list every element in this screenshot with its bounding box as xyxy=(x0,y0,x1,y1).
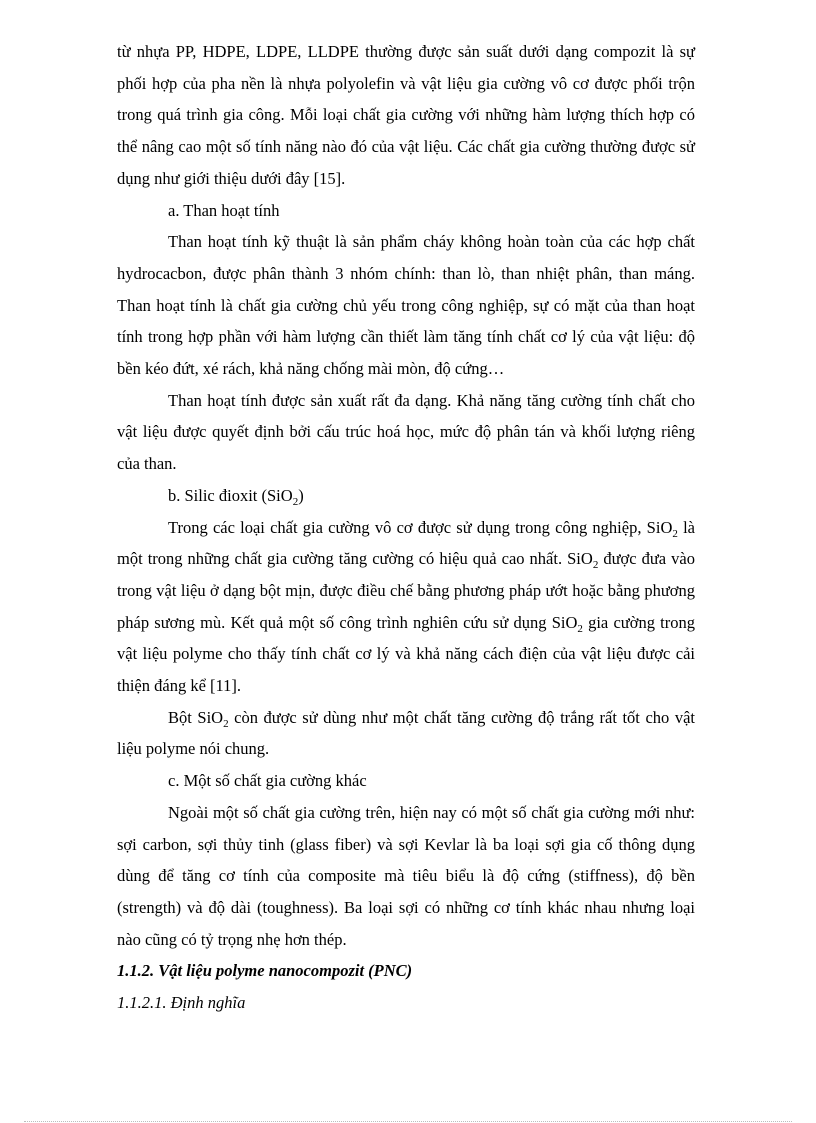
body-text xyxy=(117,36,695,1019)
heading-silica-text: b. Silic đioxit (SiO xyxy=(168,485,293,505)
subscript: 2 xyxy=(577,622,583,635)
paragraph-other-reinforcements: Ngoài một số chất gia cường trên, hiện nay có một số chất gia cường mới như: sợi carbon, sợi thủy tinh (glass fiber) và sợi Kevlar là ba loại sợi gia cố thông dụng dùng để tăng cơ tính của composite mà tiêu biểu là độ cứng (stiffness), độ bền (strength) và độ dài (toughness). Ba loại sợi có những cơ tính khác nhau nhưng loại nào cũng có tỷ trọng nhẹ hơn thép. xyxy=(117,802,695,949)
subscript: 2 xyxy=(223,717,229,730)
heading-other-reinforcements: c. Một số chất gia cường khác xyxy=(168,771,367,791)
paragraph-composite-intro: từ nhựa PP, HDPE, LDPE, LLDPE thường được sản suất dưới dạng compozit là sự phối hợp của pha nền là nhựa polyolefin và vật liệu gia cường vô cơ được phối trộn trong quá trình gia công. Mỗi loại chất gia cường với những hàm lượng thích hợp có thể nâng cao một số tính năng nào đó của vật liệu. Các chất gia cường thường được sử dụng như giới thiệu dưới đây [15]. xyxy=(117,42,695,188)
text-run: là một trong những chất gia cường tăng cường có hiệu quả cao nhất. SiO xyxy=(117,517,695,569)
page-bottom-rule xyxy=(24,1121,792,1122)
text-run: được đưa vào trong vật liệu ở dạng bột mịn, được điều chế bằng phương pháp ướt hoặc bằng phương pháp sương mù. Kết quả một số công trình nghiên cứu sử dụng SiO xyxy=(117,549,695,632)
subscript: 2 xyxy=(672,527,678,540)
paragraph-silica-1 xyxy=(117,512,695,702)
heading-silica-close: ) xyxy=(298,485,304,505)
section-heading-1121: 1.1.2.1. Định nghĩa xyxy=(117,993,246,1013)
heading-silica xyxy=(117,480,695,512)
text-run: Trong các loại chất gia cường vô cơ được sử dụng trong công nghiệp, SiO xyxy=(168,517,673,537)
text-run: Bột SiO xyxy=(168,707,224,727)
paragraph-silica-2 xyxy=(117,702,695,765)
text-run: gia cường trong vật liệu polyme cho thấy tính chất cơ lý và khả năng cách điện của vật liệu được cải thiện đáng kể [11]. xyxy=(117,612,696,696)
subscript: 2 xyxy=(292,495,299,508)
paragraph-activated-carbon-2: Than hoạt tính được sản xuất rất đa dạng. Khả năng tăng cường tính chất cho vật liệu được quyết định bởi cấu trúc hoá học, mức độ phân tán và khối lượng riêng của than. xyxy=(117,390,695,474)
text-run: còn được sử dùng như một chất tăng cường độ trắng rất tốt cho vật liệu polyme nói chung. xyxy=(117,707,695,759)
section-heading-112: 1.1.2. Vật liệu polyme nanocompozit (PNC) xyxy=(117,961,413,981)
heading-activated-carbon: a. Than hoạt tính xyxy=(168,200,280,220)
subscript: 2 xyxy=(592,559,599,572)
paragraph-activated-carbon-1: Than hoạt tính kỹ thuật là sản phẩm cháy không hoàn toàn của các hợp chất hydrocacbon, được phân thành 3 nhóm chính: than lò, than nhiệt phân, than máng. Than hoạt tính là chất gia cường chủ yếu trong công nghiệp, sự có mặt của than hoạt tính trong hợp phần với hàm lượng cần thiết làm tăng tính chất cơ lý của vật liệu: độ bền kéo đứt, xé rách, khả năng chống mài mòn, độ cứng… xyxy=(117,232,695,379)
